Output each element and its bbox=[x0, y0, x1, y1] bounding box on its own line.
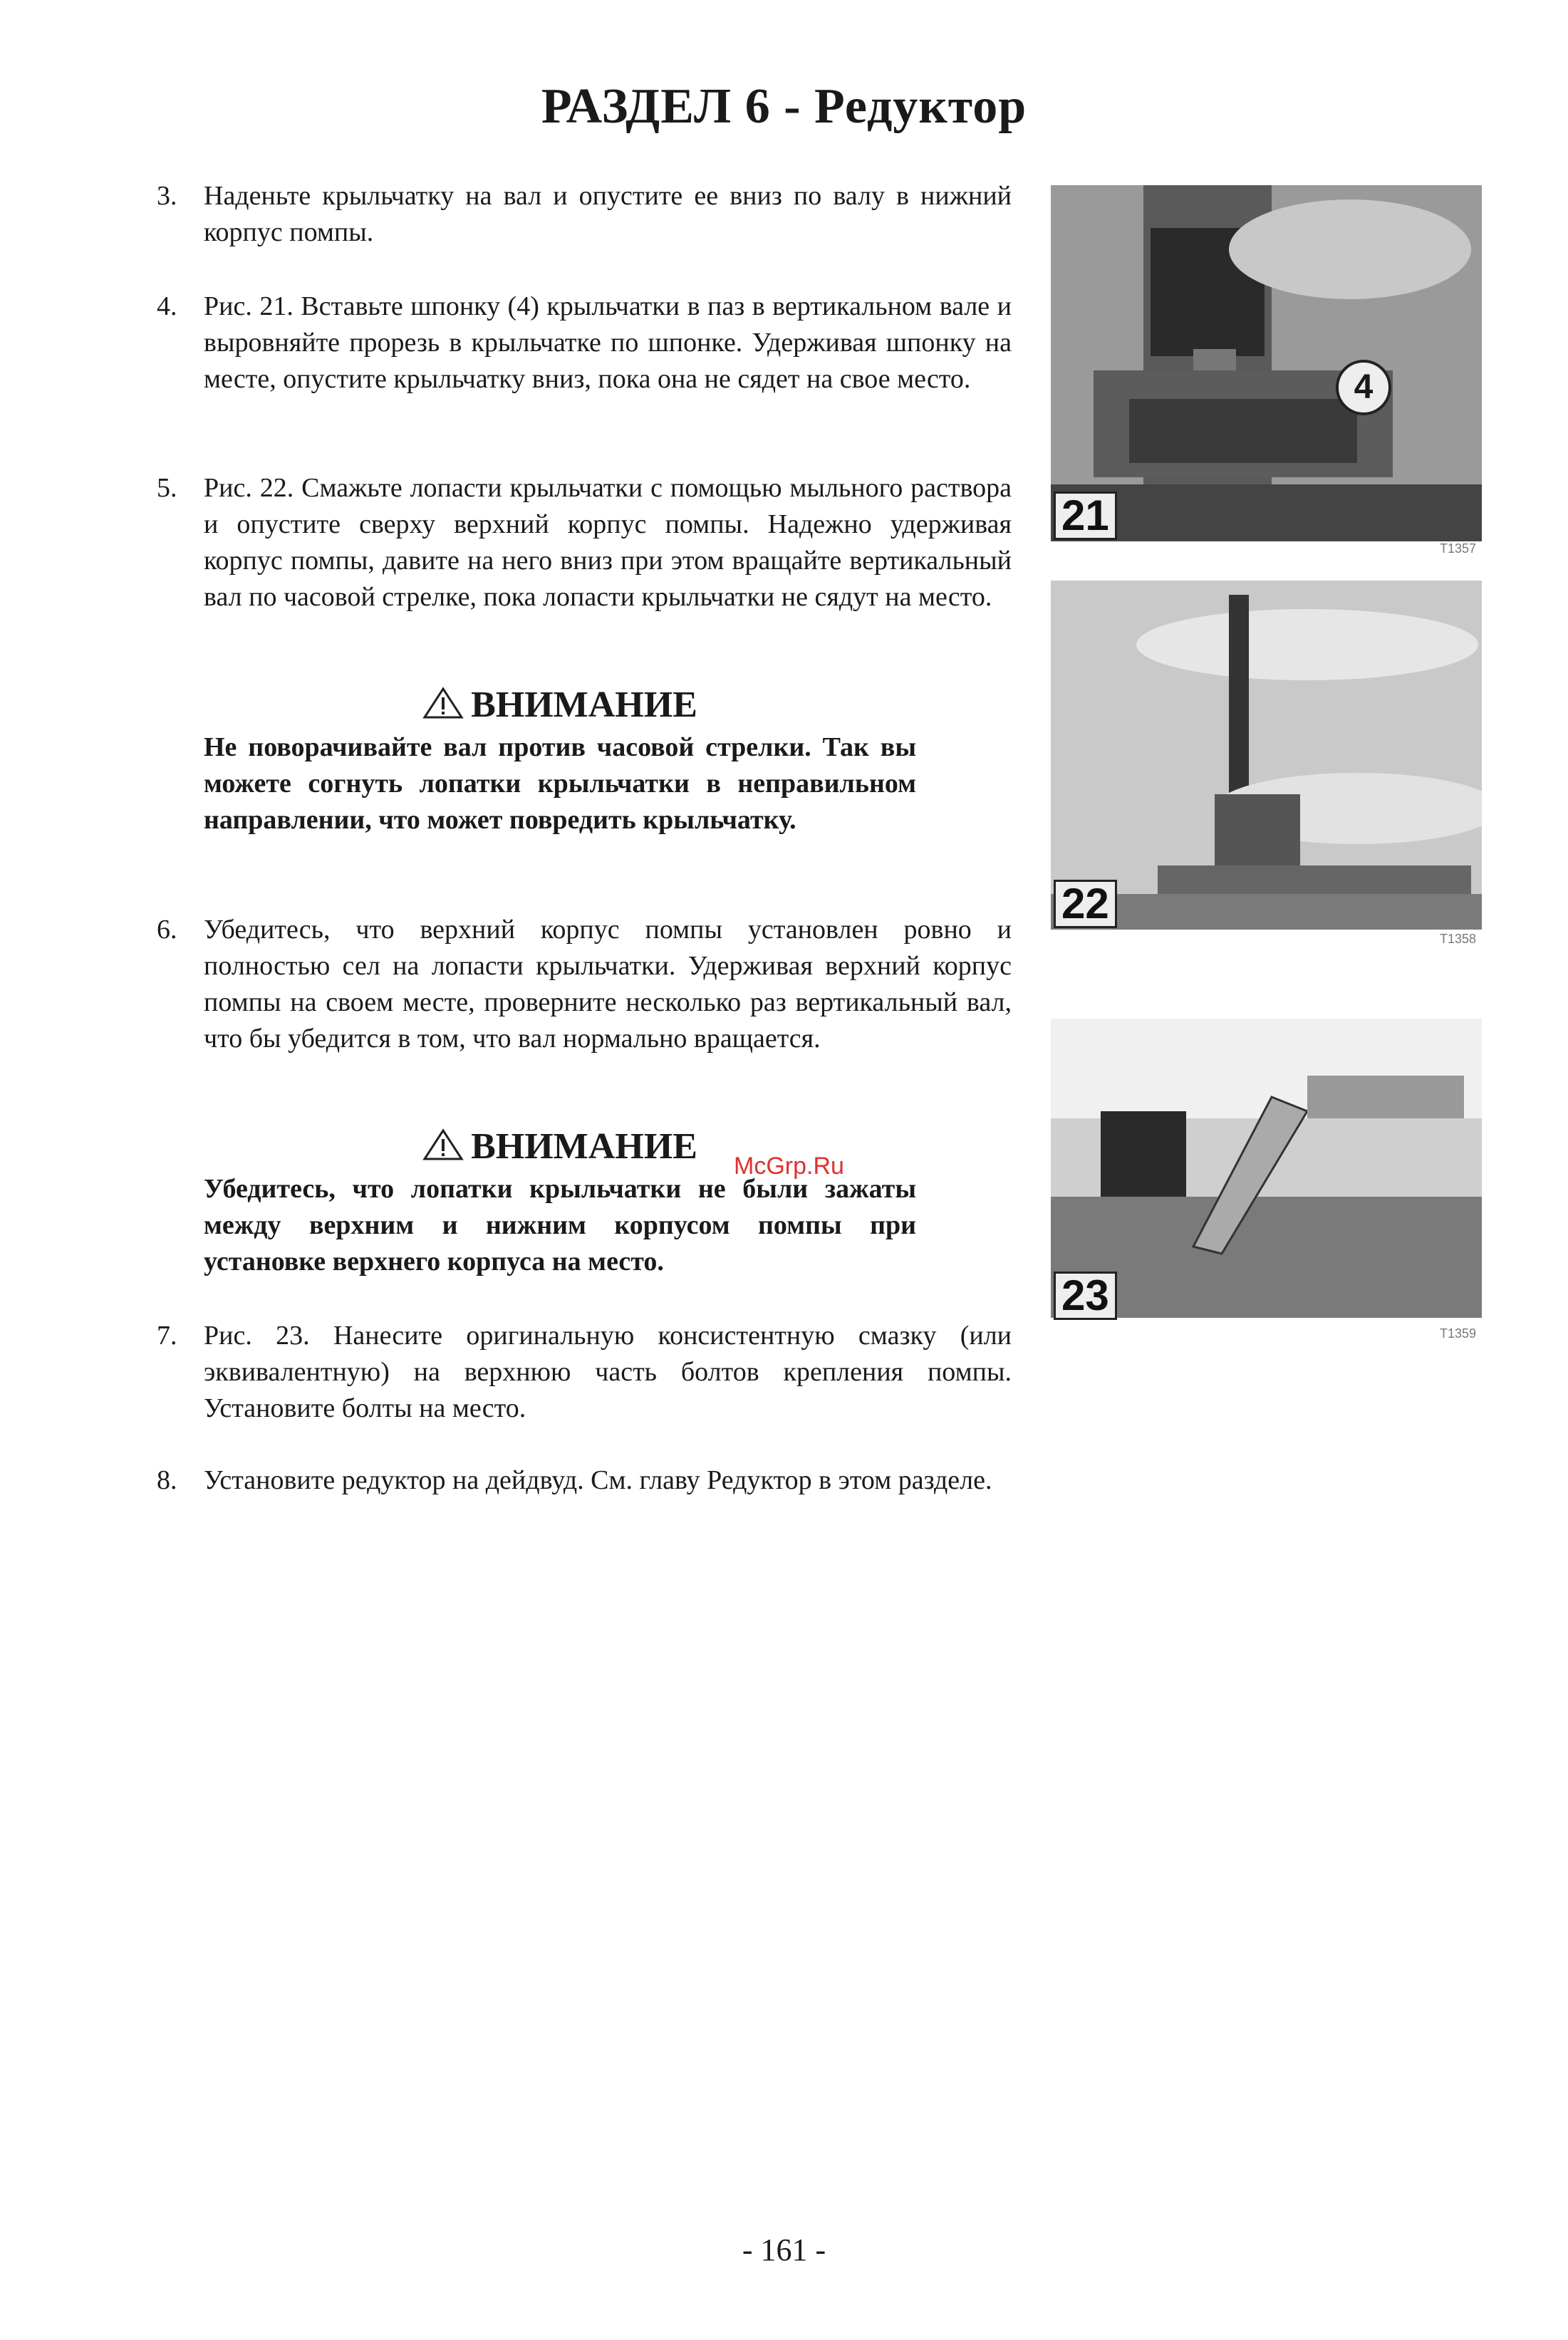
page-number: - 161 - bbox=[742, 2232, 826, 2267]
step-5 bbox=[157, 470, 1012, 615]
figure-22 bbox=[1051, 581, 1482, 951]
step-3 bbox=[157, 178, 1012, 251]
warning-title: ВНИМАНИЕ bbox=[471, 1126, 697, 1167]
step-number: 6. bbox=[157, 915, 177, 945]
step-6 bbox=[157, 912, 1012, 1057]
step-text: Установите редуктор на дейдвуд. См. главу Редуктор в этом разделе. bbox=[204, 1465, 992, 1495]
step-text: Наденьте крыльчатку на вал и опустите ее вниз по валу в нижний корпус помпы. bbox=[204, 181, 1012, 247]
step-number: 5. bbox=[157, 473, 177, 503]
step-7 bbox=[157, 1318, 1012, 1427]
figure-code: T1357 bbox=[1439, 541, 1476, 556]
figure-21 bbox=[1051, 185, 1482, 556]
figure-number: 22 bbox=[1054, 880, 1117, 928]
warning-text: Не поворачивайте вал против часовой стрелки. Так вы можете согнуть лопатки крыльчатки в неправильном направлении, что может повредить крыльчатку. bbox=[204, 732, 916, 836]
figure-code: T1358 bbox=[1439, 932, 1476, 946]
figure-number: 21 bbox=[1054, 492, 1117, 540]
step-text: Убедитесь, что верхний корпус помпы установлен ровно и полностью сел на лопасти крыльчатки. Удерживая верхний корпус помпы на своем месте, проверните несколько раз вертикальный вал, что бы убедится в том, что вал нормально вращается. bbox=[204, 915, 1012, 1054]
page-title: РАЗДЕЛ 6 - Редуктор bbox=[541, 79, 1027, 134]
warning-triangle-icon bbox=[422, 687, 464, 729]
photo-impeller-key bbox=[1051, 185, 1482, 541]
callout-4: 4 bbox=[1336, 360, 1391, 415]
warning-text: Убедитесь, что лопатки крыльчатки не были зажаты между верхним и нижним корпусом помпы при установке верхнего корпуса на место. bbox=[204, 1174, 916, 1277]
photo-pump-housing bbox=[1051, 581, 1482, 930]
step-text: Рис. 21. Вставьте шпонку (4) крыльчатки в паз в вертикальном вале и выровняйте прорезь в крыльчатке по шпонке. Удерживая шпонку на месте, опустите крыльчатку вниз, пока она не сядет на свое место. bbox=[204, 291, 1012, 394]
step-number: 7. bbox=[157, 1321, 177, 1351]
figure-number: 23 bbox=[1054, 1272, 1117, 1320]
step-number: 8. bbox=[157, 1465, 177, 1495]
step-number: 3. bbox=[157, 181, 177, 211]
step-8 bbox=[157, 1462, 1012, 1499]
step-4 bbox=[157, 288, 1012, 397]
warning-title: ВНИМАНИЕ bbox=[471, 685, 697, 725]
watermark: McGrp.Ru bbox=[734, 1153, 844, 1180]
figure-code: T1359 bbox=[1439, 1326, 1476, 1341]
warning-triangle-icon bbox=[422, 1128, 464, 1171]
warning-block-2 bbox=[204, 1125, 916, 1280]
step-text: Рис. 22. Смажьте лопасти крыльчатки с помощью мыльного раствора и опустите сверху верхний корпус помпы. Надежно удерживая корпус помпы, давите на него вниз при этом вращайте вертикальный вал по часовой стрелке, пока лопасти крыльчатки не сядут на место. bbox=[204, 473, 1012, 612]
step-text: Рис. 23. Нанесите оригинальную консистентную смазку (или эквивалентную) на верхнюю часть болтов крепления помпы. Установите болты на место. bbox=[204, 1321, 1012, 1423]
figure-23 bbox=[1051, 1019, 1482, 1346]
warning-block-1 bbox=[204, 684, 916, 838]
step-number: 4. bbox=[157, 291, 177, 321]
